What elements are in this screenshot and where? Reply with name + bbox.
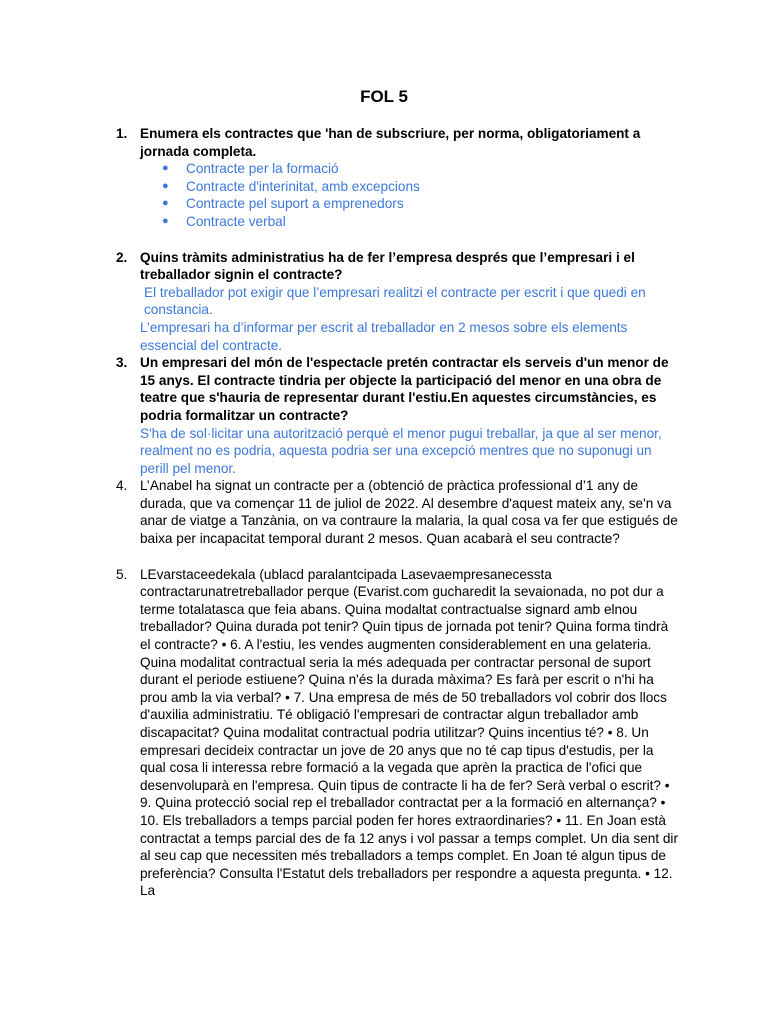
answer-list-item: [140, 195, 768, 213]
answer-text-3: S'ha de sol·licitar una autorització perquè el menor pugui treballar, ja que al ser menor, realment no es podria, aquesta podria ser una excepció mentres que no suponugi un perill pel menor.: [140, 425, 662, 476]
page-title: FOL 5: [360, 87, 408, 106]
answer-list-item: [140, 178, 768, 196]
question-number-5: 5.: [116, 566, 128, 582]
question-number-3: 3.: [116, 355, 128, 371]
answer-text-2b: L’empresari ha d’informar per escrit al treballador en 2 mesos sobre els elements essencial del contracte.: [140, 319, 628, 353]
bullet-icon: ●: [162, 197, 169, 210]
question-text-5: LEvarstaceedekala (ublacd paralantcipada Lasevaempresanecessta contractarunatretreballador perque (Evarist.com gucharedit la sevaionada, no pot dur a terme totalatasca que feia abans. Quina modaltat contractualse signard amb elnou treballador? Quina durada pot tenir? Quin tipus de jornada pot tenir? Quina forma tindrà el contracte? • 6. A l'estiu, les vendes augmenten considerablement en una gelateria. Quina modalitat contractual seria la més adequada per contractar personal de suport durant el periode estiuene? Quina n'és la durada màxima? Es farà per escrit o n'hi ha prou amb la via verbal? • 7. Una empresa de més de 50 treballadors vol cobrir dos llocs d'auxilia administratiu. Té obligació l'empresari de contractar algun treballador amb discapacitat? Quina modalitat contractual podria utilitzar? Quins incentius té? • 8. Un empresari decideix contractar un jove de 20 anys que no té cap tipus d'estudis, per la qual cosa li interessa rebre formació a la vegada que aprèn la practica de l'ofici que desenvoluparà en l'empresa. Quin tipus de contracte li ha de fer? Serà verbal o escrit? • 9. Quina protecció social rep el treballador contractat per a la formació en alternança? • 10. Els treballadors a temps parcial poden fer hores extraordinaries? • 11. En Joan està contractat a temps parcial des de fa 12 anys i vol passar a temps complet. Un dia sent dir al seu cap que necessiten més treballadors a temps complet. En Joan té algun tipus de preferència? Consulta l'Estatut dels treballadors per respondre a aquesta pregunta. • 12. La: [140, 566, 678, 899]
answer-list-item: [140, 213, 768, 231]
answer-text-2a: El treballador pot exigir que l’empresari realitzi el contracte per escrit i que quedi en constancia.: [144, 284, 646, 318]
answer-list-1: [0, 160, 768, 230]
question-number-2: 2.: [116, 249, 128, 265]
question-number-1: 1.: [116, 126, 128, 141]
bullet-icon: ●: [162, 179, 169, 192]
question-text-2: Quins tràmits administratius ha de fer l’empresa després que l’empresari i el treballador signin el contracte?: [140, 249, 635, 283]
question-text-3: Un empresari del món de l'espectacle pretén contractar els serveis d'un menor de 15 anys. El contracte tindria per objecte la participació del menor en una obra de teatre que s'hauria de representar durant l'estiu.En aquestes circumstàncies, es podria formalitzar un contracte?: [140, 355, 669, 423]
answer-list-item: [140, 160, 768, 178]
answer-list-item-label: Contracte d'interinitat, amb excepcions: [186, 178, 420, 194]
question-text-1: Enumera els contractes que 'han de subscriure, per norma, obligatoriament a jornada completa.: [140, 126, 641, 159]
bullet-icon: ●: [162, 162, 169, 175]
question-item-5: [0, 566, 768, 900]
document-content: [0, 125, 768, 900]
question-item-1: [0, 125, 768, 160]
question-number-4: 4.: [116, 478, 128, 494]
question-item-2: [0, 249, 768, 355]
question-item-3: [0, 354, 768, 477]
question-item-4: [0, 477, 768, 547]
bullet-icon: ●: [162, 214, 169, 227]
question-text-4: L’Anabel ha signat un contracte per a (obtenció de pràctica professional d’1 any de durada, que va començar 11 de juliol de 2022. Al desembre d'aquest mateix any, se'n va anar de viatge a Tanzània, on va contraure la malaria, la qual cosa va fer que estigués de baixa per incapacitat temporal durant 2 mesos. Quan acabarà el seu contracte?: [140, 478, 678, 547]
answer-list-item-label: Contracte per la formació: [186, 161, 339, 177]
answer-list-item-label: Contracte pel suport a emprenedors: [186, 196, 404, 212]
answer-list-item-label: Contracte verbal: [186, 213, 286, 229]
